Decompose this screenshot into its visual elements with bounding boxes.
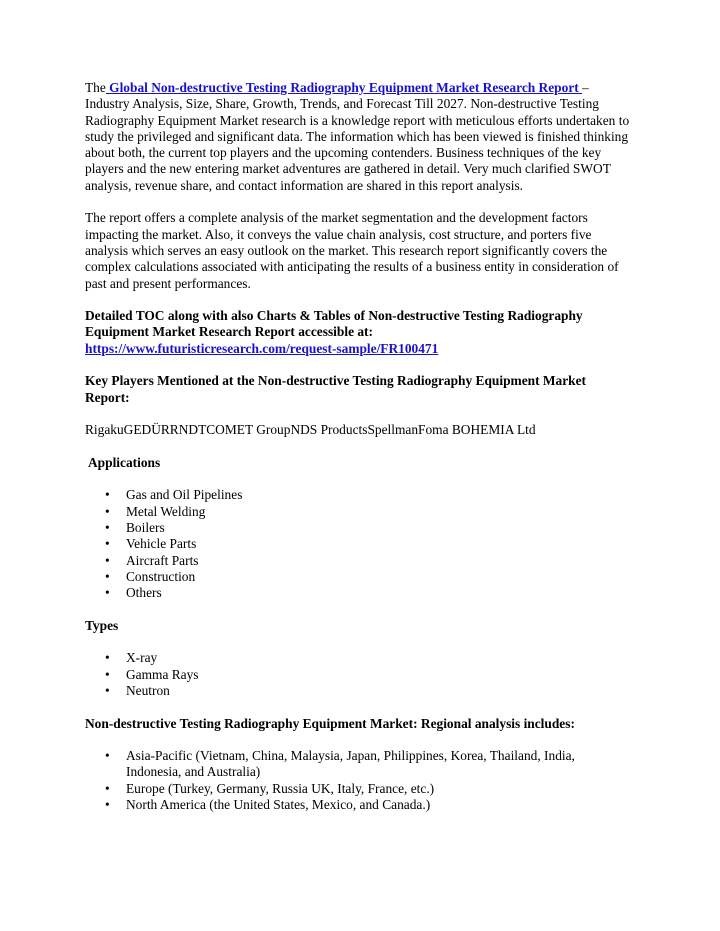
analysis-paragraph: The report offers a complete analysis of the market segmentation and the development factors impacting the market. Also, it conveys the value chain analysis, cost structure, and porters five analysis which serves an easy outlook on the market. This research report significantly covers the complex calculations associated with anticipating the results of a business entity in consideration of past and present performances. bbox=[85, 210, 619, 291]
list-item: • Neutron bbox=[126, 683, 633, 699]
regional-heading: Non-destructive Testing Radiography Equipment Market: Regional analysis includes: bbox=[85, 715, 575, 731]
intro-prefix: The bbox=[85, 80, 106, 95]
types-heading: Types bbox=[85, 617, 119, 633]
list-item: • Construction bbox=[126, 569, 633, 585]
list-item: • Others bbox=[126, 585, 633, 601]
list-item: • Asia-Pacific (Vietnam, China, Malaysia, Japan, Philippines, Korea, Thailand, India, Indonesia, and Australia) bbox=[126, 748, 633, 781]
list-item: • North America (the United States, Mexico, and Canada.) bbox=[126, 797, 633, 813]
request-sample-link[interactable]: https://www.futuristicresearch.com/request-sample/FR100471 bbox=[85, 340, 439, 356]
list-item: • X-ray bbox=[126, 650, 633, 666]
applications-heading: Applications bbox=[88, 454, 161, 470]
intro-body: – Industry Analysis, Size, Share, Growth, Trends, and Forecast Till 2027. Non-destructive Testing Radiography Equipment Market research is a knowledge report with meticulous efforts undertaken to study the privileged and significant data. The information which has been viewed is finished thinking about both, the current top players and the upcoming contenders. Business techniques of the key players and the new entering market adventures are gathered in detail. Very much clarified SWOT analysis, revenue share, and contact information are shared in this report analysis. bbox=[85, 80, 630, 193]
applications-list bbox=[85, 487, 633, 601]
intro-paragraph bbox=[85, 80, 633, 194]
list-item: • Europe (Turkey, Germany, Russia UK, Italy, France, etc.) bbox=[126, 781, 633, 797]
list-item: • Aircraft Parts bbox=[126, 553, 633, 569]
key-players-heading: Key Players Mentioned at the Non-destructive Testing Radiography Equipment Market Report: bbox=[85, 373, 587, 405]
list-item: • Boilers bbox=[126, 520, 633, 536]
document-page bbox=[85, 80, 633, 813]
list-item: • Metal Welding bbox=[126, 504, 633, 520]
list-item: • Vehicle Parts bbox=[126, 536, 633, 552]
regional-list bbox=[85, 748, 633, 813]
list-item: • Gas and Oil Pipelines bbox=[126, 487, 633, 503]
toc-heading: Detailed TOC along with also Charts & Tables of Non-destructive Testing Radiography Equipment Market Research Report accessible at: bbox=[85, 308, 583, 340]
report-title-link[interactable]: Global Non-destructive Testing Radiography Equipment Market Research Report bbox=[105, 80, 583, 95]
list-item: • Gamma Rays bbox=[126, 667, 633, 683]
types-list bbox=[85, 650, 633, 699]
key-players-list: RigakuGEDÜRRNDTCOMET GroupNDS ProductsSpellmanFoma BOHEMIA Ltd bbox=[85, 422, 536, 438]
